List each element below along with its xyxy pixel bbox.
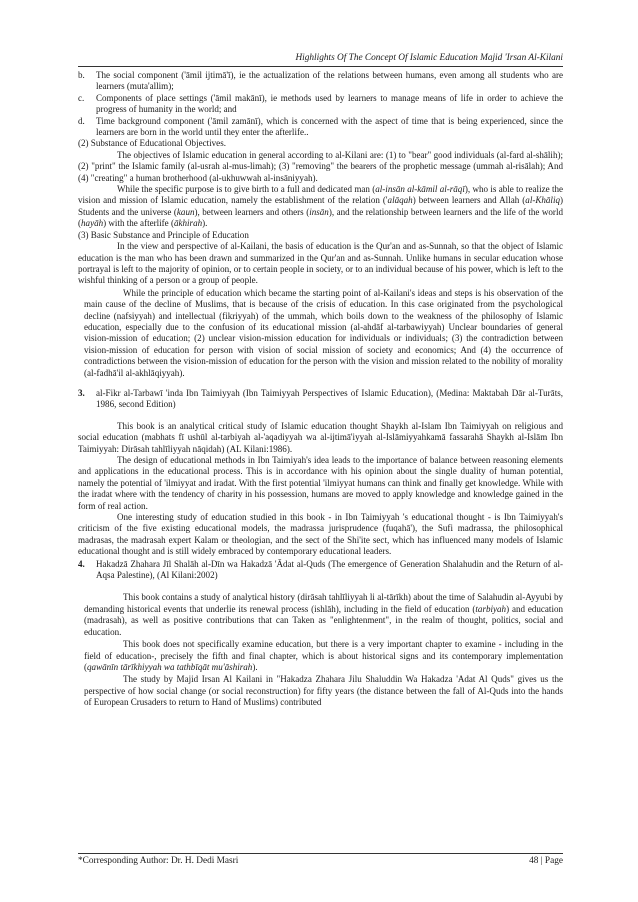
- reference-title: Hakadzā Zhahara Jīl Shalāh al-Dīn wa Hakadzā 'Ādat al-Quds (The emergence of Generation Shalahudin and the Return of al-Aqsa Palestine), (Al Kilani:2002): [96, 558, 563, 581]
- ref-4-paragraph-1: This book contains a study of analytical history (dirāsah tahlīliyyah li al-tārīkh) about the time of Salahudin al-Ayyubi by demanding historical events that underlie its renewal process (ishlāh), including in the field of education (tarbiyah) and education (madrasah), as well as positive contributions that can Taken as "enlightenment", in the realm of thought, politics, social and education.: [84, 592, 563, 637]
- list-marker: c.: [78, 92, 85, 103]
- ref-4-paragraph-3: The study by Majid Irsan Al Kailani in "Hakadza Zhahara Jilu Shaluddin Wa Hakadza 'Adat Al Quds" gives us the perspective of how social change (or social reconstruction) for fifty years (the distance between the fall of Al-Quds into the hands of European Crusaders to return to Hand of Muslims) contributed: [84, 674, 563, 708]
- reference-number: 4.: [78, 558, 85, 569]
- section-3-paragraph-1: In the view and perspective of al-Kailani, the basis of education is the Qur'an and as-Sunnah, so that the object of Islamic education is the man who has been drawn and summarized in the Qur'an and as-Sunnah. Unlike humans in secular education whose portrayal is left to the majority of opinion, or to certain people in society, or to an individual because of his power, which is left to the wishful thinking of a person or a group of people.: [78, 241, 563, 286]
- reference-item-3: [78, 388, 563, 411]
- section-3-paragraph-2: While the principle of education which became the starting point of al-Kailani's ideas and steps is his observation of the main cause of the decline of Muslims, that is because of the crisis of education. In this case originated from the psychological decline (nafsiyyah) and intellectual (fikriyyah) of the ummah, which boils down to the weakness of the philosophy of Islamic education, especially due to the confusion of its educational mission (al-ahdāf al-tarbawiyyah) Unclear boundaries of general vision-mission of education; (2) unclear vision-mission education for individuals or individuals; (3) the contradiction between vision-mission of education for person with vision of social mission of society and economics; And (4) the occurrence of contradictions between the vision-mission of education for the person with the vision and mission related to the nobility of morality (al-fadhā'il al-akhlāqiyyah).: [84, 287, 563, 378]
- running-title: Highlights Of The Concept Of Islamic Education Majid 'Irsan Al-Kilani: [295, 53, 563, 63]
- header-rule: [78, 66, 563, 67]
- section-2-paragraph-2: While the specific purpose is to give birth to a full and dedicated man (al-insān al-kāmil al-rāqī), who is able to realize the vision and mission of Islamic education, namely the establishment of the relation ('alāqah) between learners and Allah (al-Khāliq) Students and the universe (kaun), between learners and others (insān), and the relationship between learners and the life of the world (hayāh) with the afterlife (ākhirah).: [78, 184, 563, 229]
- reference-number: 3.: [78, 387, 85, 398]
- page-number: 48 | Page: [529, 856, 563, 866]
- list-marker: d.: [78, 115, 85, 126]
- list-marker: b.: [78, 70, 85, 80]
- section-3-heading: (3) Basic Substance and Principle of Education: [78, 229, 249, 240]
- ref-4-paragraph-2: This book does not specifically examine education, but there is a very important chapter to examine - including in the field of education-, precisely the fifth and final chapter, which is about historical signs and its contemporary implementation (qawānīn tārīkhiyyah wa tathbīqāt mu'āshirah).: [84, 639, 563, 672]
- list-item-c: [78, 93, 563, 116]
- ref-3-paragraph-1: This book is an analytical critical study of Islamic education thought Shaykh al-Islam Ibn Taimiyyah on religious and social education (mabhats fī ushūl al-tarbiyah al-'aqadiyyah wa al-ijtimā'iyyah al-Islāmiyyahkamā fassarahā Shaykh al-Islām Ibn Taimiyyah: Dirāsah tahlīliyyah nāqidah) (AL Kilani:1986).: [78, 420, 563, 454]
- ref-3-paragraph-2: The design of educational methods in Ibn Taimiyah's idea leads to the importance of balance between reasoning elements and applications in the educational process. This is in accordance with his opinion about the single duality of human potential, namely the potential of 'ilmiyyat and iradat. With the first potential 'ilmiyyat humans can think and finally get knowledge. While with the iradat where with the tendency of charity in his possession, humans are moved to apply knowledge and knowledge gained in the form of real action.: [78, 455, 563, 511]
- page-body: [78, 52, 563, 709]
- corresponding-author: *Corresponding Author: Dr. H. Dedi Masri: [78, 856, 239, 866]
- list-text: Components of place settings ('āmil makānī), ie methods used by learners to manage means of life in order to achieve the progress of humanity in the world; and: [96, 92, 563, 115]
- reference-title: al-Fikr al-Tarbawī 'inda Ibn Taimiyyah (Ibn Taimiyyah Perspectives of Islamic Education), (Medina: Maktabah Dār al-Turāts, 1986, second Edition): [96, 387, 563, 410]
- ref-3-paragraph-3: One interesting study of education studied in this book - in Ibn Taimiyyah 's educational thought - is Ibn Taimiyyah's criticism of the five existing educational models, the madrassa jurisprudence (fuqahā'), the Sufi madrassa, the philosophical madrasas, the madrasah expert Kalam or theologian, and the sect of the Shi'ite sect, which has influenced many models of Islamic educational thought and is still widely embraced by contemporary educational leaders.: [78, 512, 563, 557]
- page-footer: [78, 853, 563, 866]
- section-2-heading: (2) Substance of Educational Objectives.: [78, 138, 226, 149]
- list-text: The social component ('āmil ijtimā'ī), ie the actualization of the relations between humans, even among all students who are learners (muta'allim);: [96, 70, 563, 92]
- list-text: Time background component ('āmil zamānī), which is concerned with the aspect of time that is being experienced, since the learners are born in the world until they enter the afterlife..: [96, 115, 563, 138]
- section-2-paragraph-1: The objectives of Islamic education in general according to al-Kilani are: (1) to "bear" good individuals (al-fard al-shālih); (2) "print" the Islamic family (al-usrah al-mus-limah); (3) "removing" the bearers of the prophetic message (ummah al-risālah); And (4) "creating" a human brotherhood (al-ukhuwwah al-insāniyyah).: [78, 149, 563, 183]
- reference-item-4: [78, 559, 563, 582]
- list-item-d: [78, 116, 563, 139]
- list-item-b: [78, 70, 563, 93]
